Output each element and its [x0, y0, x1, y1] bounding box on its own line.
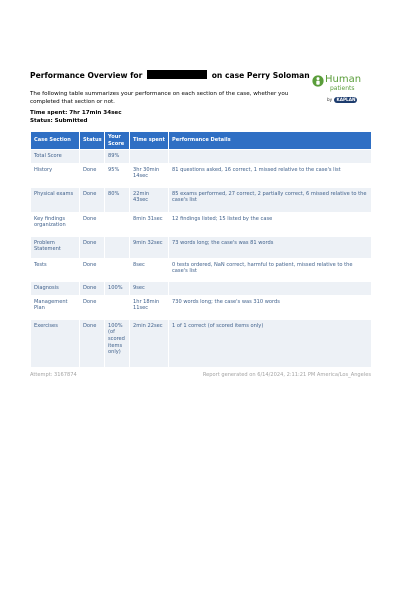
cell-section: Diagnosis — [31, 281, 80, 295]
cell-section: History — [31, 163, 80, 187]
cell-score — [105, 212, 130, 236]
cell-details: 73 words long; the case's was 81 words — [169, 236, 372, 258]
cell-status: Done — [80, 187, 105, 212]
report-generated: Report generated on 6/14/2024, 2:11:21 PM America/Los_Angeles — [202, 372, 371, 378]
table-row — [31, 236, 372, 258]
table-row — [31, 163, 372, 187]
logo-sub: patients — [330, 85, 355, 92]
table-row — [31, 187, 372, 212]
cell-details: 730 words long; the case's was 310 words — [169, 295, 372, 319]
cell-time: 22min 43sec — [130, 187, 169, 212]
cell-status: Done — [80, 295, 105, 319]
cell-status: Done — [80, 258, 105, 281]
header-your-score: Your Score — [105, 132, 130, 150]
cell-status — [80, 150, 105, 164]
human-logo-icon — [312, 75, 324, 87]
cell-score: 89% — [105, 150, 130, 164]
cell-section: Problem Statement — [31, 236, 80, 258]
intro-text: The following table summarizes your performance on each section of the case, whether you completed that section or not. — [30, 91, 289, 105]
cell-score: 95% — [105, 163, 130, 187]
cell-status: Done — [80, 163, 105, 187]
table-row — [31, 150, 372, 164]
cell-section: Total Score — [31, 150, 80, 164]
cell-details — [169, 281, 372, 295]
kaplan-badge: KAPLAN — [336, 97, 356, 102]
cell-time: 3hr 30min 14sec — [130, 163, 169, 187]
cell-section: Physical exams — [31, 187, 80, 212]
cell-score: 80% — [105, 187, 130, 212]
header-case-section: Case Section — [31, 132, 80, 150]
time-spent: Time spent: 7hr 17min 34sec — [30, 110, 122, 116]
cell-time: 8sec — [130, 258, 169, 281]
cell-details: 0 tests ordered, NaN correct, harmful to patient, missed relative to the case's list — [169, 258, 372, 281]
cell-status: Done — [80, 281, 105, 295]
cell-time: 9sec — [130, 281, 169, 295]
cell-score: 100% (of scored items only) — [105, 319, 130, 367]
table-row — [31, 281, 372, 295]
cell-time: 9min 32sec — [130, 236, 169, 258]
cell-score: 100% — [105, 281, 130, 295]
performance-table — [30, 131, 372, 368]
cell-status: Done — [80, 319, 105, 367]
header-status: Status — [80, 132, 105, 150]
table-row — [31, 319, 372, 367]
page-title-suffix: on case Perry Soloman — [211, 71, 310, 80]
cell-time: 1hr 18min 11sec — [130, 295, 169, 319]
header-time-spent: Time spent — [130, 132, 169, 150]
cell-time — [130, 150, 169, 164]
attempt-id: Attempt: 3167874 — [30, 372, 77, 378]
logo-by: by — [327, 97, 333, 102]
page-title — [30, 70, 310, 81]
cell-time: 2min 22sec — [130, 319, 169, 367]
table-row — [31, 212, 372, 236]
cell-section: Key findings organization — [31, 212, 80, 236]
logo-by-kaplan — [327, 97, 357, 103]
cell-details: 1 of 1 correct (of scored items only) — [169, 319, 372, 367]
cell-section: Tests — [31, 258, 80, 281]
cell-section: Exercises — [31, 319, 80, 367]
cell-details — [169, 150, 372, 164]
cell-status: Done — [80, 236, 105, 258]
cell-status: Done — [80, 212, 105, 236]
status-line: Status: Submitted — [30, 118, 88, 124]
cell-time: 8min 31sec — [130, 212, 169, 236]
logo-brand: Human — [325, 74, 362, 85]
cell-details: 81 questions asked, 16 correct, 1 missed relative to the case's list — [169, 163, 372, 187]
cell-section: Management Plan — [31, 295, 80, 319]
human-patients-logo — [312, 74, 370, 106]
cell-score — [105, 295, 130, 319]
cell-score — [105, 258, 130, 281]
cell-details: 85 exams performed, 27 correct, 2 partially correct, 6 missed relative to the case's list — [169, 187, 372, 212]
header-performance-details: Performance Details — [169, 132, 372, 150]
table-row — [31, 258, 372, 281]
cell-details: 12 findings listed; 15 listed by the case — [169, 212, 372, 236]
table-row — [31, 295, 372, 319]
page-title-prefix: Performance Overview for — [30, 71, 143, 80]
table-header-row — [31, 132, 372, 150]
cell-score — [105, 236, 130, 258]
redacted-name — [147, 70, 207, 79]
